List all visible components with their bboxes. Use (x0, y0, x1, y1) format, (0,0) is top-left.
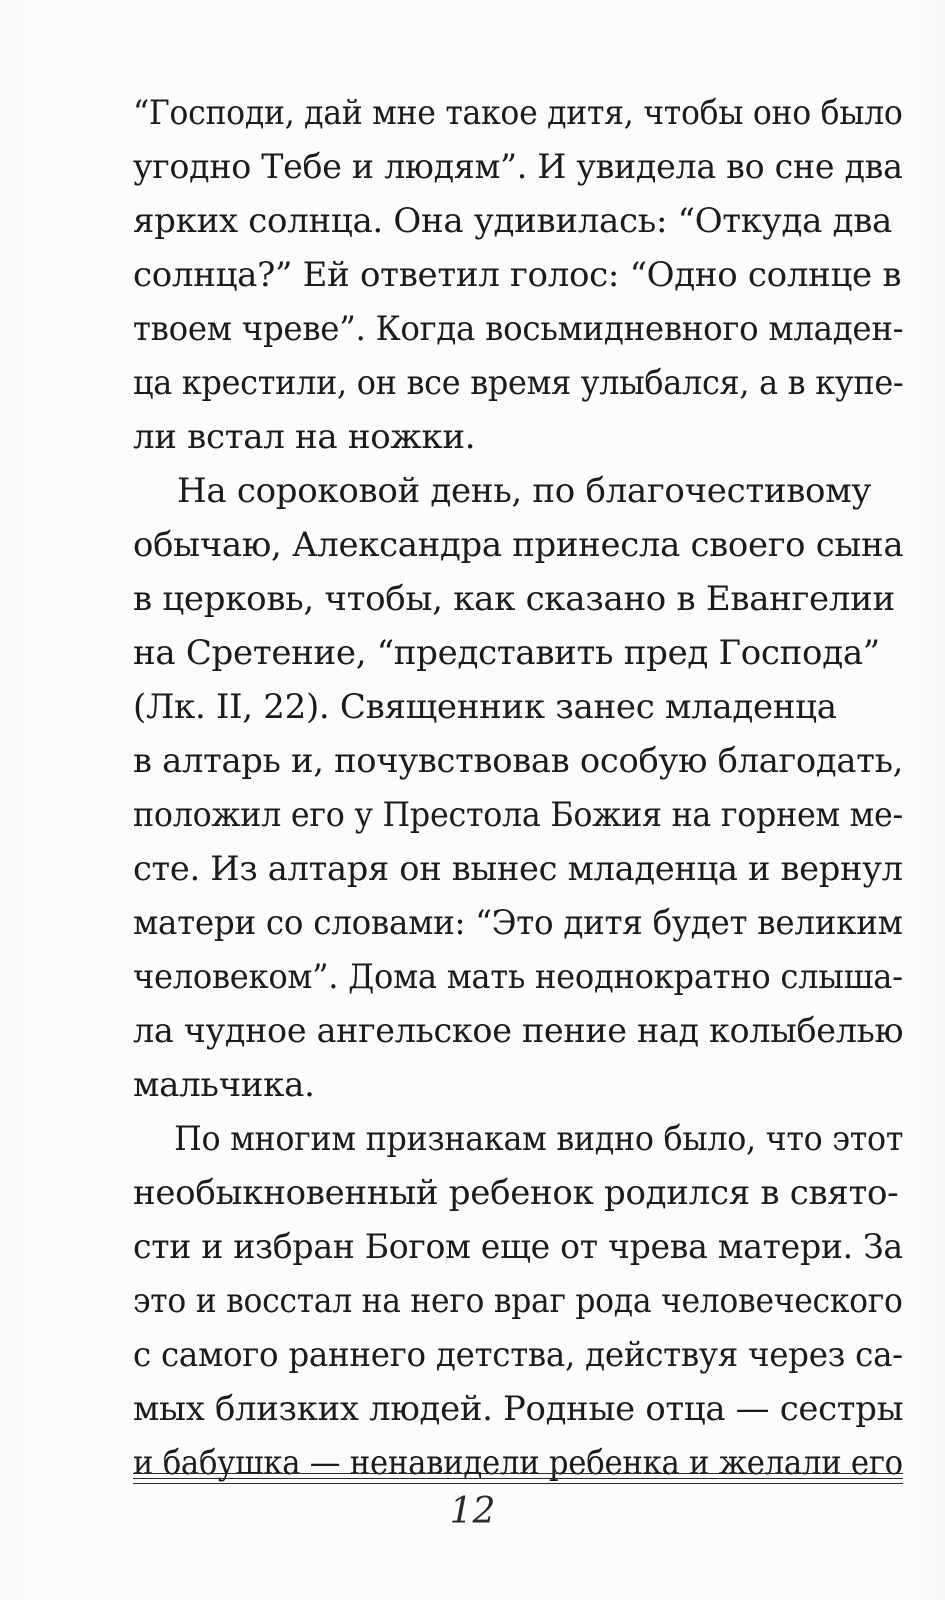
text-line: сти и избран Богом еще от чрева матери. За (133, 1227, 903, 1267)
text-line: мых близких людей. Родные отца — сестры (133, 1389, 904, 1429)
page-number: 12 (449, 1491, 496, 1532)
text-line: в церковь, чтобы, как сказано в Евангелии (133, 579, 895, 619)
footer-rule-middle (133, 1478, 903, 1479)
text-line: в алтарь и, почувствовав особую благодать, (133, 741, 904, 781)
text-line: ярких солнца. Она удивилась: “Откуда два (133, 201, 893, 241)
text-line: человеком”. Дома мать неоднократно слыша- (133, 957, 903, 997)
footer-rule-bottom (133, 1483, 903, 1484)
footer-rule-top (133, 1473, 903, 1474)
text-line: матери со словами: “Это дитя будет великим (133, 903, 903, 943)
text-line: необыкновенный ребенок родился в свято- (133, 1173, 899, 1213)
text-line: твоем чреве”. Когда восьмидневного младен- (133, 309, 904, 349)
text-line: солнца?” Ей ответил голос: “Одно солнце в (133, 255, 902, 295)
body-text (133, 86, 903, 1490)
text-line: сте. Из алтаря он вынес младенца и вернул (133, 849, 903, 889)
text-line: обычаю, Александра принесла своего сына (133, 525, 904, 565)
text-line: и бабушка — ненавидели ребенка и желали его (133, 1443, 903, 1483)
text-line: На сороковой день, по благочестивому (177, 471, 872, 511)
text-line: (Лк. II, 22). Священник занес младенца (133, 687, 837, 727)
text-line: ли встал на ножки. (133, 417, 476, 457)
text-line: на Сретение, “представить пред Господа” (133, 633, 880, 673)
text-line: ца крестили, он все время улыбался, а в купе- (133, 363, 904, 403)
text-line: По многим признакам видно было, что этот (174, 1119, 904, 1159)
text-line: это и восстал на него враг рода человеческого (133, 1281, 903, 1321)
text-line: “Господи, дай мне такое дитя, чтобы оно было (133, 93, 903, 133)
text-line: угодно Тебе и людям”. И увидела во сне два (133, 147, 903, 187)
text-line: с самого раннего детства, действуя через са- (133, 1335, 903, 1375)
text-line: положил его у Престола Божия на горнем ме- (133, 795, 904, 835)
text-line: ла чудное ангельское пение над колыбелью (133, 1011, 904, 1051)
text-line: мальчика. (133, 1065, 315, 1105)
